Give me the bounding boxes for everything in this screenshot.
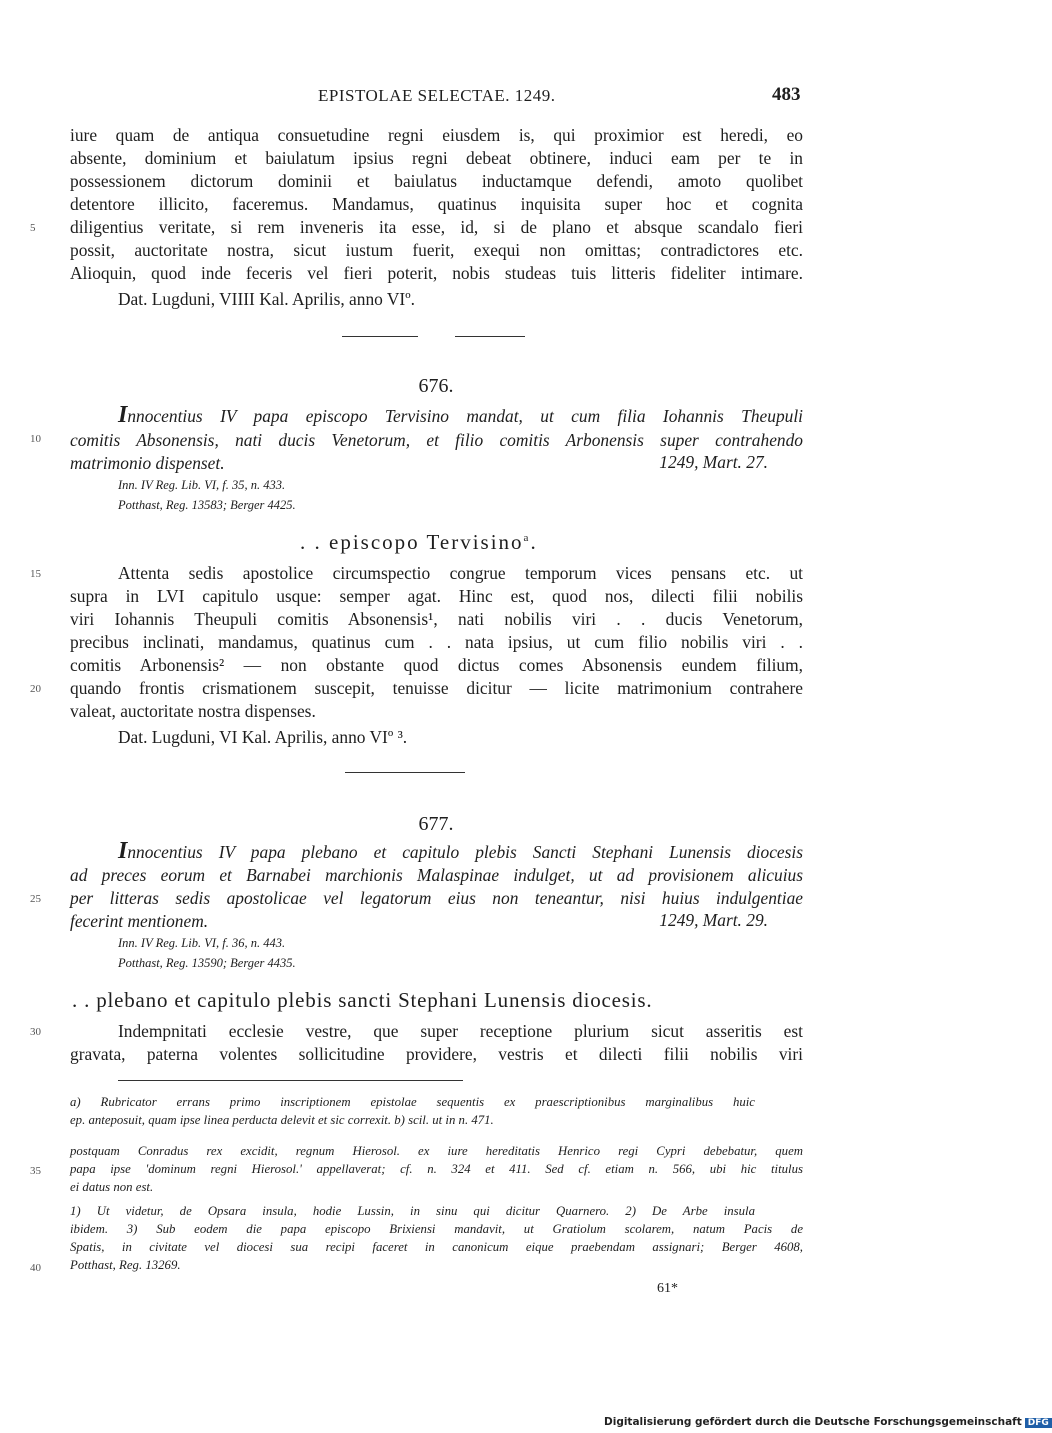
summary-line: matrimonio dispenset.	[70, 453, 225, 473]
footnote-line: 1) Ut videtur, de Opsara insula, hodie Lussin, in sinu qui dicitur Quarnero. 2) De Arbe insula	[70, 1204, 755, 1218]
footnote-line: Spatis, in civitate vel diocesi sua recipi faceret in canonicum eique praebendam assignari; Berger 4608,	[70, 1240, 803, 1254]
footnote-line: ibidem. 3) Sub eodem die papa episcopo Brixiensi mandavit, ut Gratiolum scolarem, natum Pacis de	[70, 1222, 803, 1236]
separator-rule	[342, 336, 418, 337]
summary-text: nnocentius IV papa episcopo Tervisino mandat, ut cum filia Iohannis Theupuli	[127, 406, 803, 426]
line-number: 20	[30, 683, 41, 695]
salutation-note: a	[523, 532, 531, 544]
dating-clause: Dat. Lugduni, VI Kal. Aprilis, anno VIº ³.	[118, 727, 408, 747]
salutation	[300, 530, 538, 555]
source-reference: Potthast, Reg. 13590; Berger 4435.	[118, 956, 296, 970]
body-line: gravata, paterna volentes sollicitudine providere, vestris et dilecti filii nobilis viri	[70, 1044, 803, 1064]
salutation: . . plebano et capitulo plebis sancti Stephani Lunensis diocesis.	[72, 988, 653, 1012]
line-number: 10	[30, 433, 41, 445]
text-line: iure quam de antiqua consuetudine regni eiusdem is, qui proximior est heredi, eo	[70, 125, 803, 145]
footer-text: Digitalisierung gefördert durch die Deutsche Forschungsgemeinschaft	[604, 1416, 1022, 1428]
body-line: Indempnitati ecclesie vestre, que super receptione plurium sicut asseritis est	[118, 1021, 803, 1041]
body-line: valeat, auctoritate nostra dispenses.	[70, 701, 316, 721]
summary-line	[118, 404, 803, 427]
line-number: 30	[30, 1026, 41, 1038]
text-line: absente, dominium et baiulatum ipsius regni debeat obtinere, induci eam per te in	[70, 148, 803, 168]
text-line: possit, auctoritate nostra, sicut iustum fuerit, exequi non omittas; contradictores etc.	[70, 240, 803, 260]
page-number: 483	[772, 84, 801, 105]
running-title: EPISTOLAE SELECTAE. 1249.	[318, 86, 556, 105]
footnote-line: ei datus non est.	[70, 1180, 154, 1194]
summary-line: per litteras sedis apostolicae vel legatorum eius non teneantur, nisi huius indulgentiae	[70, 888, 803, 908]
drop-initial: I	[118, 838, 128, 864]
dating-clause: Dat. Lugduni, VIIII Kal. Aprilis, anno VIº.	[118, 289, 415, 309]
text-line: detentore illicito, faceremus. Mandamus, quatinus inquisita super hoc et cognita	[70, 194, 803, 214]
source-reference: Potthast, Reg. 13583; Berger 4425.	[118, 498, 296, 512]
funding-footer	[604, 1416, 1052, 1428]
separator-rule	[345, 772, 465, 773]
line-number: 40	[30, 1262, 41, 1274]
footnote-line: postquam Conradus rex excidit, regnum Hierosol. ex iure hereditatis Henrico regi Cypri debebatur, quem	[70, 1144, 803, 1158]
line-number: 25	[30, 893, 41, 905]
footnote-line: papa ipse 'dominum regni Hierosol.' appellaverat; cf. n. 324 et 411. Sed cf. etiam n. 566, ubi hic titulus	[70, 1162, 803, 1176]
letter-number: 677.	[418, 813, 454, 835]
text-line: Alioquin, quod inde feceris vel fieri poterit, nobis studeas tuis litteris fideliter intimare.	[70, 263, 803, 283]
body-line: Attenta sedis apostolice circumspectio congrue temporum vices pensans etc. ut	[118, 563, 803, 583]
signature-mark: 61*	[657, 1281, 678, 1296]
line-number: 15	[30, 568, 41, 580]
body-line: supra in LVI capitulo usque: semper agat. Hinc est, quod nos, dilecti filii nobilis	[70, 586, 803, 606]
text-line: possessionem dictorum dominii et baiulatus inductamque defendi, amoto quolibet	[70, 171, 803, 191]
dfg-logo: DFG	[1025, 1418, 1052, 1428]
drop-initial: I	[118, 402, 128, 428]
summary-text: nnocentius IV papa plebano et capitulo plebis Sancti Stephani Lunensis diocesis	[127, 842, 803, 862]
body-line: comitis Arbonensis² — non obstante quod dictus comes Absonensis eundem filium,	[70, 655, 803, 675]
separator-rule	[455, 336, 525, 337]
body-line: viri Iohannis Theupuli comitis Absonensis¹, nati nobilis viri . . ducis Venetorum,	[70, 609, 803, 629]
letter-date: 1249, Mart. 27.	[659, 452, 768, 472]
source-reference: Inn. IV Reg. Lib. VI, f. 36, n. 443.	[118, 936, 286, 950]
line-number: 5	[30, 222, 36, 234]
text-line: diligentius veritate, si rem inveneris ita esse, id, si de plano et absque scandalo fieri	[70, 217, 803, 237]
footnote-line: ep. anteposuit, quam ipse linea perducta delevit et sic correxit. b) scil. ut in n. 471.	[70, 1113, 494, 1127]
summary-line	[118, 840, 803, 863]
footnote-rule	[118, 1080, 463, 1081]
letter-number: 676.	[418, 375, 454, 397]
footnote-line: a) Rubricator errans primo inscriptionem epistolae sequentis ex praescriptionibus marginalibus huic	[70, 1095, 755, 1109]
salutation-period: .	[530, 530, 538, 554]
salutation-text: . . episcopo Tervisino	[300, 530, 524, 554]
source-reference: Inn. IV Reg. Lib. VI, f. 35, n. 433.	[118, 478, 286, 492]
line-number: 35	[30, 1165, 41, 1177]
letter-date: 1249, Mart. 29.	[659, 910, 768, 930]
footnote-line: Potthast, Reg. 13269.	[70, 1258, 181, 1272]
body-line: quando frontis crismationem suscepit, tenuisse dicitur — licite matrimonium contrahere	[70, 678, 803, 698]
summary-line: ad preces eorum et Barnabei marchionis Malaspinae indulget, ut ad provisionem alicuius	[70, 865, 803, 885]
summary-line: comitis Absonensis, nati ducis Venetorum, et filio comitis Arbonensis super contrahendo	[70, 430, 803, 450]
summary-line: fecerint mentionem.	[70, 911, 209, 931]
body-line: precibus inclinati, mandamus, quatinus cum . . nata ipsius, ut cum filio nobilis viri . .	[70, 632, 803, 652]
